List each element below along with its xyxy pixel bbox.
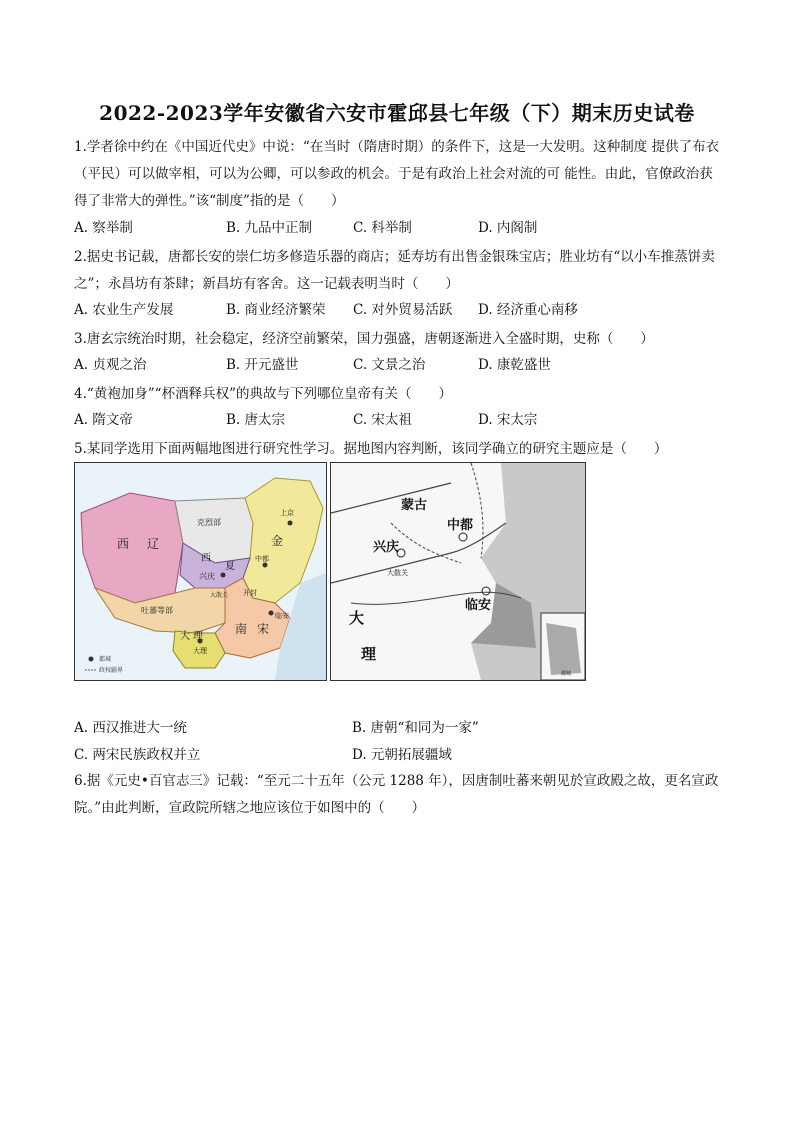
option-b[interactable]: B. 开元盛世 (226, 357, 299, 373)
map-song-jin-xixia (74, 462, 327, 681)
option-c[interactable]: C. 宋太祖 (353, 412, 412, 428)
option-d[interactable]: D. 经济重心南移 (478, 302, 578, 318)
map1-label-kaifeng: 开封 (243, 589, 257, 597)
map1-label-linan: 临安 (275, 612, 289, 620)
question-5-stem: 5.某同学选用下面两幅地图进行研究性学习。据地图内容判断，该同学确立的研究主题应是（ ） (74, 441, 668, 457)
map1-label-da: 大 (180, 631, 190, 642)
option-d[interactable]: D. 康乾盛世 (478, 357, 551, 373)
map2-label-dasanguan: 大散关 (387, 569, 408, 577)
map1-label-liao: 辽 (147, 537, 160, 551)
map1-label-xi: 西 (117, 537, 130, 551)
map-mongol-jin-song (330, 462, 586, 681)
page-title: 2022-2023学年安徽省六安市霍邱县七年级（下）期末历史试卷 (99, 101, 695, 125)
map1-legend-capital: 都城 (99, 656, 112, 663)
map1-label-xingqing: 兴庆 (199, 572, 215, 581)
map2-label-da: 大 (349, 609, 365, 627)
map1-label-xia: 夏 (225, 561, 235, 572)
question-2-stem: 2.据史书记载，唐都长安的崇仁坊多修造乐器的商店；延寿坊有出售金银珠宝店；胜业坊有“以小车推蒸饼卖之”；永昌坊有茶肆；新昌坊有客舍。这一记载表明当时（ ） (74, 249, 715, 292)
option-b[interactable]: B. 唐太宗 (226, 412, 286, 428)
map2-label-capital: 都城 (561, 671, 572, 677)
option-d[interactable]: D. 内阁制 (478, 220, 538, 236)
option-a[interactable]: A. 西汉推进大一统 (74, 720, 187, 736)
question-6-stem: 6.据《元史•百官志三》记载：“至元二十五年（公元 1288 年），因唐制吐蕃来朝见於宣政殿之故，更名宣政院。”由此判断，宣政院所辖之地应该位于如图中的（ ） (74, 773, 719, 816)
map1-label-dasanguan: 大散关 (210, 592, 229, 599)
option-c[interactable]: C. 两宋民族政权并立 (74, 747, 201, 763)
map1-label-nan: 南 (235, 622, 248, 636)
option-c[interactable]: C. 对外贸易活跃 (353, 302, 453, 318)
option-b[interactable]: B. 商业经济繁荣 (226, 302, 326, 318)
map1-label-li: 理 (193, 631, 203, 642)
map2-label-zhongdu: 中都 (447, 518, 474, 533)
map2-label-linan: 临安 (465, 598, 492, 613)
option-a[interactable]: A. 察举制 (74, 220, 133, 236)
map1-label-song: 宋 (257, 622, 270, 636)
map2-label-menggu: 蒙古 (401, 498, 428, 513)
option-d[interactable]: D. 宋太宗 (478, 412, 538, 428)
map2-label-li: 理 (361, 645, 377, 663)
option-a[interactable]: A. 隋文帝 (74, 412, 133, 428)
map1-label-zhongdu: 中都 (255, 555, 269, 563)
map1-label-tubo: 吐蕃等部 (141, 606, 173, 615)
map2-label-xingqing: 兴庆 (373, 540, 400, 555)
map1-legend-border: 政权疆界 (99, 667, 124, 674)
question-4-stem: 4.“黄袍加身”“杯酒释兵权”的典故与下列哪位皇帝有关（ ） (74, 386, 452, 402)
option-c[interactable]: C. 科举制 (353, 220, 412, 236)
map1-label-dali-city: 大理 (193, 647, 207, 655)
question-1-stem: 1.学者徐中约在《中国近代史》中说：“在当时（隋唐时期）的条件下，这是一大发明。这种制度 提供了布衣（平民）可以做宰相，可以为公卿，可以参政的机会。于是有政治上社会对流的可 能性。由此，官僚政治获得了非常大的弹性。”该“制度”指的是（ ） (74, 139, 720, 209)
map1-label-xi2: 西 (201, 553, 211, 564)
map1-label-jin: 金 (271, 534, 284, 548)
option-c[interactable]: C. 文景之治 (353, 357, 426, 373)
map1-label-shangjing: 上京 (280, 509, 294, 517)
option-b[interactable]: B. 唐朝“和同为一家” (352, 720, 479, 736)
option-a[interactable]: A. 贞观之治 (74, 357, 147, 373)
option-b[interactable]: B. 九品中正制 (226, 220, 313, 236)
question-3-stem: 3.唐玄宗统治时期，社会稳定，经济空前繁荣，国力强盛，唐朝逐渐进入全盛时期，史称（ ） (74, 331, 654, 347)
option-a[interactable]: A. 农业生产发展 (74, 302, 174, 318)
map1-label-kelie: 克烈部 (197, 518, 221, 527)
option-d[interactable]: D. 元朝拓展疆域 (352, 747, 452, 763)
